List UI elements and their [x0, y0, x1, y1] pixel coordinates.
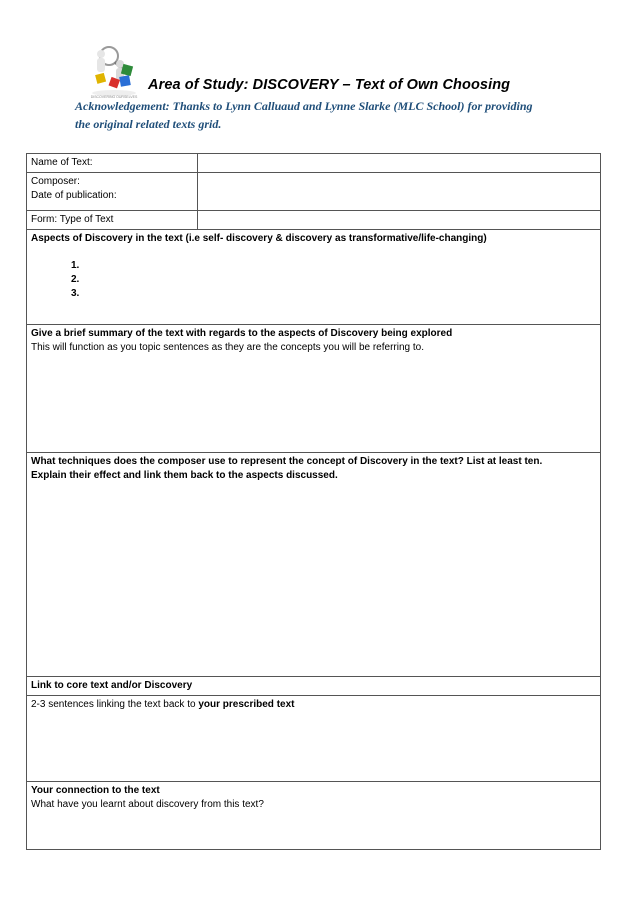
row-link-note: [27, 696, 601, 782]
row-connection: [27, 782, 601, 850]
summary-note: This will function as you topic sentences as they are the concepts you will be referring to.: [31, 342, 424, 353]
composer-label: Composer:: [31, 176, 80, 187]
acknowledgement: [75, 97, 575, 133]
summary-heading: Give a brief summary of the text with regards to the aspects of Discovery being explored: [31, 328, 453, 339]
link-note-prefix: 2-3 sentences linking the text back to: [31, 699, 199, 710]
discovery-logo: [82, 38, 146, 100]
connection-note: What have you learnt about discovery from this text?: [31, 799, 264, 810]
connection-cell[interactable]: [27, 782, 601, 850]
row-form: [27, 211, 601, 230]
aspect-item: 3.: [71, 288, 80, 299]
row-aspects: [27, 230, 601, 325]
date-of-publication-label: Date of publication:: [31, 190, 117, 201]
link-note-cell[interactable]: [27, 696, 601, 782]
composer-field[interactable]: [198, 173, 601, 211]
aspect-item: 2.: [71, 274, 80, 285]
row-composer: [27, 173, 601, 211]
connection-heading: Your connection to the text: [31, 785, 160, 796]
logo-caption: DISCOVERING OURSELVES: [90, 95, 138, 99]
aspect-item: 1.: [71, 260, 80, 271]
link-heading: Link to core text and/or Discovery: [27, 677, 601, 696]
acknowledgement-line-1: Acknowledgement: Thanks to Lynn Calluaud and Lynne Slarke (MLC School) for providing: [75, 99, 533, 113]
discovery-figures-icon: [82, 38, 146, 100]
summary-cell[interactable]: [27, 325, 601, 453]
techniques-heading-line-2: Explain their effect and link them back to the aspects discussed.: [31, 470, 338, 481]
row-techniques: [27, 453, 601, 677]
row-name-of-text: [27, 154, 601, 173]
form-type-field[interactable]: [198, 211, 601, 230]
name-of-text-label: Name of Text:: [27, 154, 198, 173]
aspects-list: [31, 259, 596, 301]
aspects-heading: Aspects of Discovery in the text (i.e self- discovery & discovery as transformative/life-changing): [31, 233, 487, 244]
link-note-bold: your prescribed text: [198, 699, 295, 710]
page-title: Area of Study: DISCOVERY – Text of Own Choosing: [148, 77, 511, 93]
techniques-cell[interactable]: [27, 453, 601, 677]
study-grid-table: [26, 153, 601, 850]
aspects-cell[interactable]: [27, 230, 601, 325]
name-of-text-field[interactable]: [198, 154, 601, 173]
form-type-label: Form: Type of Text: [27, 211, 198, 230]
row-summary: [27, 325, 601, 453]
row-link-heading: [27, 677, 601, 696]
techniques-heading-line-1: What techniques does the composer use to represent the concept of Discovery in the text? List at least ten.: [31, 456, 543, 467]
acknowledgement-line-2: the original related texts grid.: [75, 117, 222, 131]
composer-date-cell: [27, 173, 198, 211]
